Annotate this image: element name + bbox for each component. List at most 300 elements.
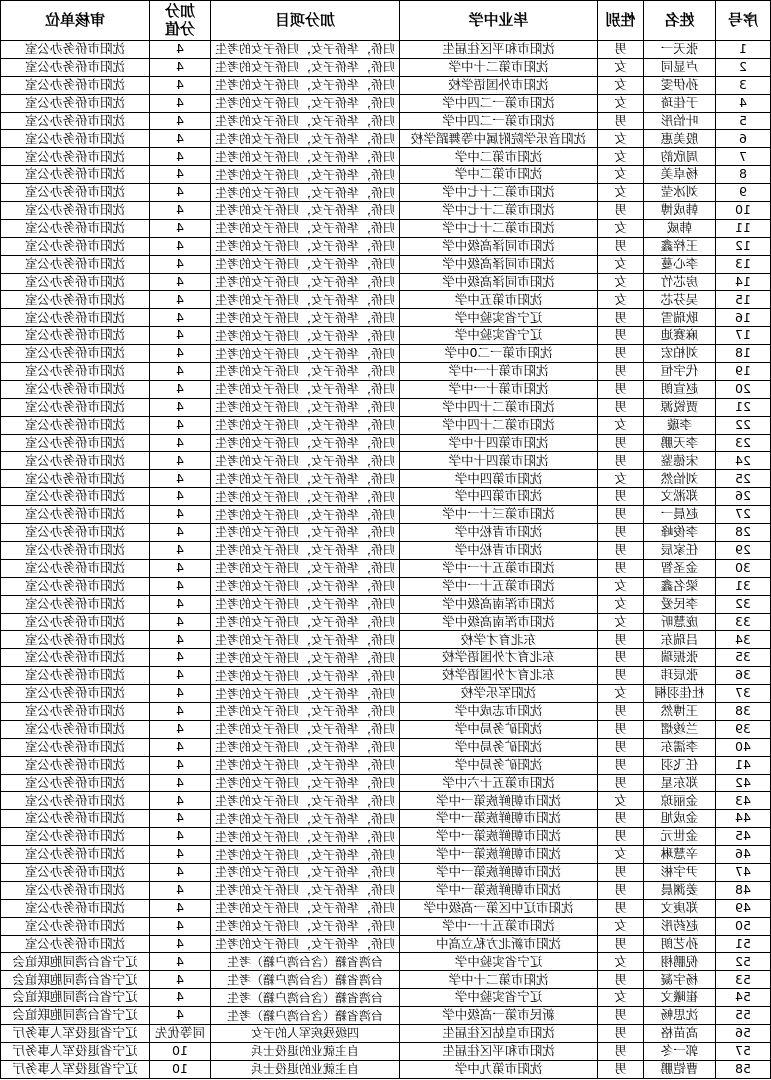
cell-bonus-value: 4	[149, 309, 210, 327]
cell-serial: 56	[715, 1025, 770, 1043]
cell-bonus-value: 4	[149, 721, 210, 739]
cell-reviewer: 沈阳市侨务办公室	[0, 810, 149, 828]
cell-gender: 男	[597, 649, 643, 667]
cell-gender: 男	[597, 739, 643, 757]
cell-school: 沈阳市第五中学	[399, 291, 597, 309]
cell-school: 沈阳市朝鲜族第一中学	[399, 810, 597, 828]
cell-gender: 男	[597, 202, 643, 220]
header-name: 姓名	[643, 1, 715, 41]
cell-serial: 23	[715, 435, 770, 453]
cell-reviewer: 辽宁省退役军人事务厅	[0, 1043, 149, 1061]
cell-serial: 12	[715, 238, 770, 256]
cell-bonus-value: 4	[149, 560, 210, 578]
cell-gender: 女	[597, 274, 643, 292]
cell-name: 赵晨一	[643, 506, 715, 524]
cell-name: 庞慧昕	[643, 614, 715, 632]
cell-serial: 54	[715, 989, 770, 1007]
cell-serial: 38	[715, 703, 770, 721]
cell-school: 沈阳市第四中学	[399, 470, 597, 488]
cell-name: 卢显同	[643, 59, 715, 77]
cell-bonus-value: 4	[149, 685, 210, 703]
cell-reviewer: 沈阳市侨务办公室	[0, 900, 149, 918]
cell-reviewer: 沈阳市侨务办公室	[0, 256, 149, 274]
cell-bonus-value: 4	[149, 918, 210, 936]
cell-reviewer: 辽宁省台湾同胞联谊会	[0, 989, 149, 1007]
cell-name: 李民爱	[643, 596, 715, 614]
cell-school: 东北育才外国语学校	[399, 667, 597, 685]
cell-name: 房芯竹	[643, 274, 715, 292]
cell-name: 崔曦文	[643, 989, 715, 1007]
cell-bonus-item: 归侨，华侨子女，归侨子女的考生	[210, 238, 399, 256]
cell-serial: 24	[715, 452, 770, 470]
cell-school: 沈阳市朝鲜族第一中学	[399, 792, 597, 810]
cell-serial: 57	[715, 1043, 770, 1061]
cell-reviewer: 沈阳市侨务办公室	[0, 578, 149, 596]
cell-serial: 37	[715, 685, 770, 703]
cell-bonus-value: 4	[149, 614, 210, 632]
cell-school: 沈阳市和平区往届生	[399, 1043, 597, 1061]
cell-school: 沈阳市第二十四中学	[399, 417, 597, 435]
cell-reviewer: 沈阳市侨务办公室	[0, 274, 149, 292]
cell-bonus-item: 归侨，华侨子女，归侨子女的考生	[210, 596, 399, 614]
cell-reviewer: 沈阳市侨务办公室	[0, 166, 149, 184]
cell-serial: 20	[715, 381, 770, 399]
cell-name: 赵药彤	[643, 918, 715, 936]
cell-bonus-value: 10	[149, 1043, 210, 1061]
cell-bonus-value: 4	[149, 41, 210, 59]
cell-gender: 男	[597, 775, 643, 793]
cell-reviewer: 沈阳市侨务办公室	[0, 291, 149, 309]
cell-bonus-value: 4	[149, 596, 210, 614]
cell-reviewer: 沈阳市侨务办公室	[0, 560, 149, 578]
cell-school: 辽宁省实验中学	[399, 309, 597, 327]
cell-school: 沈阳市志成中学	[399, 703, 597, 721]
cell-bonus-value: 4	[149, 757, 210, 775]
cell-gender: 男	[597, 864, 643, 882]
cell-school: 沈阳市第五十一中学	[399, 560, 597, 578]
cell-name: 吴芬芯	[643, 291, 715, 309]
cell-gender: 女	[597, 417, 643, 435]
cell-reviewer: 沈阳市侨务办公室	[0, 757, 149, 775]
cell-name: 辛慧琳	[643, 846, 715, 864]
cell-bonus-value: 4	[149, 846, 210, 864]
cell-name: 金世元	[643, 828, 715, 846]
cell-serial: 31	[715, 578, 770, 596]
cell-gender: 男	[597, 1061, 643, 1079]
cell-bonus-value: 4	[149, 864, 210, 882]
cell-name: 沈思畅	[643, 1007, 715, 1025]
cell-gender: 男	[597, 399, 643, 417]
cell-bonus-item: 归侨，华侨子女，归侨子女的考生	[210, 452, 399, 470]
cell-school: 东北育才外国语学校	[399, 649, 597, 667]
cell-serial: 21	[715, 399, 770, 417]
cell-gender: 女	[597, 77, 643, 95]
cell-school: 沈阳市外国语学校	[399, 77, 597, 95]
cell-serial: 34	[715, 631, 770, 649]
cell-bonus-item: 归侨，华侨子女，归侨子女的考生	[210, 810, 399, 828]
cell-reviewer: 沈阳市侨务办公室	[0, 614, 149, 632]
cell-school: 沈阳市第一二四中学	[399, 113, 597, 131]
cell-gender: 男	[597, 971, 643, 989]
cell-school: 辽宁省实验中学	[399, 953, 597, 971]
cell-bonus-value: 4	[149, 524, 210, 542]
cell-gender: 女	[597, 470, 643, 488]
cell-bonus-item: 归侨，华侨子女，归侨子女的考生	[210, 184, 399, 202]
cell-bonus-value: 4	[149, 95, 210, 113]
cell-reviewer: 沈阳市侨务办公室	[0, 452, 149, 470]
cell-gender: 女	[597, 685, 643, 703]
cell-gender: 女	[597, 184, 643, 202]
cell-bonus-item: 归侨，华侨子女，归侨子女的考生	[210, 703, 399, 721]
cell-gender: 女	[597, 220, 643, 238]
cell-serial: 46	[715, 846, 770, 864]
cell-school: 沈阳市第五十一中学	[399, 578, 597, 596]
cell-bonus-value: 4	[149, 274, 210, 292]
cell-bonus-value: 4	[149, 989, 210, 1007]
cell-bonus-item: 归侨，华侨子女，归侨子女的考生	[210, 578, 399, 596]
cell-reviewer: 沈阳市侨务办公室	[0, 596, 149, 614]
cell-reviewer: 沈阳市侨务办公室	[0, 703, 149, 721]
cell-name: 金圣智	[643, 560, 715, 578]
cell-school: 沈阳市新北方私立高中	[399, 936, 597, 954]
header-reviewer: 审核单位	[0, 1, 149, 41]
cell-serial: 5	[715, 113, 770, 131]
cell-serial: 51	[715, 936, 770, 954]
cell-serial: 1	[715, 41, 770, 59]
cell-name: 李俊峰	[643, 524, 715, 542]
cell-bonus-value: 4	[149, 631, 210, 649]
header-serial: 序号	[715, 1, 770, 41]
cell-reviewer: 辽宁省退役军人事务厅	[0, 1061, 149, 1079]
cell-bonus-value: 4	[149, 953, 210, 971]
cell-bonus-item: 归侨，华侨子女，归侨子女的考生	[210, 113, 399, 131]
cell-bonus-item: 归侨，华侨子女，归侨子女的考生	[210, 130, 399, 148]
cell-bonus-value: 4	[149, 345, 210, 363]
cell-school: 沈阳市第十一中学	[399, 381, 597, 399]
cell-reviewer: 沈阳市侨务办公室	[0, 488, 149, 506]
cell-bonus-value: 4	[149, 363, 210, 381]
cell-bonus-item: 归侨，华侨子女，归侨子女的考生	[210, 470, 399, 488]
cell-reviewer: 辽宁省台湾同胞联谊会	[0, 1007, 149, 1025]
cell-bonus-value: 4	[149, 452, 210, 470]
cell-reviewer: 沈阳市侨务办公室	[0, 148, 149, 166]
cell-school: 沈阳市和平区往届生	[399, 41, 597, 59]
cell-school: 沈阳市第三十一中学	[399, 506, 597, 524]
cell-bonus-item: 归侨，华侨子女，归侨子女的考生	[210, 614, 399, 632]
cell-bonus-value: 4	[149, 739, 210, 757]
cell-name: 贾锐源	[643, 399, 715, 417]
cell-bonus-item: 归侨，华侨子女，归侨子女的考生	[210, 363, 399, 381]
cell-gender: 男	[597, 506, 643, 524]
cell-bonus-item: 归侨，华侨子女，归侨子女的考生	[210, 77, 399, 95]
cell-bonus-item: 归侨，华侨子女，归侨子女的考生	[210, 524, 399, 542]
cell-name: 郑淞文	[643, 488, 715, 506]
cell-bonus-value: 4	[149, 810, 210, 828]
cell-gender: 女	[597, 578, 643, 596]
cell-bonus-value: 4	[149, 703, 210, 721]
cell-bonus-value: 同等优先	[149, 1025, 210, 1043]
cell-gender: 女	[597, 614, 643, 632]
cell-name: 张振瑞	[643, 649, 715, 667]
cell-bonus-item: 归侨，华侨子女，归侨子女的考生	[210, 900, 399, 918]
cell-school: 辽宁省实验中学	[399, 327, 597, 345]
cell-bonus-item: 归侨，华侨子女，归侨子女的考生	[210, 721, 399, 739]
cell-school: 沈阳市朝鲜族第一中学	[399, 882, 597, 900]
cell-school: 沈阳市第二十七中学	[399, 220, 597, 238]
cell-school: 沈阳市第二十中学	[399, 59, 597, 77]
cell-name: 张辰玮	[643, 667, 715, 685]
cell-gender: 女	[597, 166, 643, 184]
cell-reviewer: 沈阳市侨务办公室	[0, 846, 149, 864]
cell-bonus-value: 4	[149, 113, 210, 131]
cell-bonus-item: 归侨，华侨子女，归侨子女的考生	[210, 435, 399, 453]
cell-serial: 52	[715, 953, 770, 971]
cell-bonus-item: 归侨，华侨子女，归侨子女的考生	[210, 828, 399, 846]
cell-bonus-item: 归侨，华侨子女，归侨子女的考生	[210, 345, 399, 363]
cell-serial: 3	[715, 77, 770, 95]
cell-bonus-value: 4	[149, 488, 210, 506]
cell-serial: 8	[715, 166, 770, 184]
cell-school: 沈阳市第二中学	[399, 166, 597, 184]
cell-gender: 男	[597, 721, 643, 739]
cell-gender: 男	[597, 1007, 643, 1025]
cell-name: 任飞羽	[643, 757, 715, 775]
cell-bonus-item: 归侨，华侨子女，归侨子女的考生	[210, 309, 399, 327]
cell-gender: 女	[597, 256, 643, 274]
cell-name: 杨宇凝	[643, 971, 715, 989]
cell-bonus-item: 归侨，华侨子女，归侨子女的考生	[210, 291, 399, 309]
cell-bonus-value: 4	[149, 77, 210, 95]
cell-school: 沈阳市同泽高级中学	[399, 238, 597, 256]
cell-gender: 女	[597, 130, 643, 148]
cell-bonus-item: 归侨，华侨子女，归侨子女的考生	[210, 882, 399, 900]
cell-school: 沈阳市第一二0中学	[399, 345, 597, 363]
cell-bonus-item: 归侨，华侨子女，归侨子女的考生	[210, 417, 399, 435]
cell-gender: 女	[597, 846, 643, 864]
cell-serial: 49	[715, 900, 770, 918]
cell-school: 沈阳市朝鲜族第一中学	[399, 828, 597, 846]
cell-bonus-item: 归侨，华侨子女，归侨子女的考生	[210, 202, 399, 220]
cell-name: 金成旭	[643, 810, 715, 828]
cell-name: 殷美惠	[643, 130, 715, 148]
cell-school: 沈阳矿务局中学	[399, 721, 597, 739]
cell-name: 麻赛迪	[643, 327, 715, 345]
cell-bonus-value: 4	[149, 327, 210, 345]
cell-school: 沈阳市第九中学	[399, 1061, 597, 1079]
cell-bonus-value: 4	[149, 506, 210, 524]
cell-school: 沈阳市皇姑区往届生	[399, 1025, 597, 1043]
cell-reviewer: 沈阳市侨务办公室	[0, 828, 149, 846]
cell-reviewer: 沈阳市侨务办公室	[0, 685, 149, 703]
cell-serial: 30	[715, 560, 770, 578]
cell-bonus-value: 4	[149, 202, 210, 220]
cell-bonus-value: 4	[149, 936, 210, 954]
cell-gender: 男	[597, 757, 643, 775]
cell-name: 宋德鉴	[643, 452, 715, 470]
cell-name: 郑庚文	[643, 900, 715, 918]
cell-school: 沈阳市同泽高级中学	[399, 256, 597, 274]
cell-bonus-item: 归侨，华侨子女，归侨子女的考生	[210, 256, 399, 274]
cell-gender: 男	[597, 452, 643, 470]
cell-school: 东北育才学校	[399, 631, 597, 649]
cell-name: 代宇恒	[643, 363, 715, 381]
cell-bonus-item: 四级残疾军人的子女	[210, 1025, 399, 1043]
cell-name: 郑东星	[643, 775, 715, 793]
cell-gender: 男	[597, 631, 643, 649]
cell-name: 刘冰莹	[643, 184, 715, 202]
cell-bonus-value: 4	[149, 470, 210, 488]
cell-bonus-item: 归侨，华侨子女，归侨子女的考生	[210, 757, 399, 775]
cell-bonus-item: 归侨，华侨子女，归侨子女的考生	[210, 792, 399, 810]
cell-bonus-item: 台湾省籍（含台湾户籍）考生	[210, 953, 399, 971]
cell-reviewer: 沈阳市侨务办公室	[0, 327, 149, 345]
cell-bonus-item: 归侨，华侨子女，归侨子女的考生	[210, 775, 399, 793]
cell-name: 李璇	[643, 417, 715, 435]
cell-gender: 男	[597, 828, 643, 846]
cell-reviewer: 沈阳市侨务办公室	[0, 381, 149, 399]
cell-name: 高苗格	[643, 1025, 715, 1043]
cell-school: 沈阳市朝鲜族第一中学	[399, 864, 597, 882]
cell-gender: 男	[597, 900, 643, 918]
cell-bonus-value: 4	[149, 166, 210, 184]
cell-name: 倪鹏栩	[643, 953, 715, 971]
cell-school: 沈阳市朝鲜族第一中学	[399, 846, 597, 864]
cell-bonus-value: 4	[149, 220, 210, 238]
cell-gender: 女	[597, 59, 643, 77]
header-school: 毕业中学	[399, 1, 597, 41]
cell-serial: 18	[715, 345, 770, 363]
cell-reviewer: 沈阳市侨务办公室	[0, 506, 149, 524]
cell-bonus-value: 4	[149, 417, 210, 435]
cell-bonus-value: 4	[149, 882, 210, 900]
cell-bonus-item: 归侨，华侨子女，归侨子女的考生	[210, 274, 399, 292]
cell-bonus-item: 台湾省籍（含台湾户籍）考生	[210, 1007, 399, 1025]
cell-school: 沈阳市青松中学	[399, 542, 597, 560]
cell-reviewer: 沈阳市侨务办公室	[0, 721, 149, 739]
cell-name: 耿瑞雪	[643, 309, 715, 327]
cell-reviewer: 沈阳市侨务办公室	[0, 184, 149, 202]
cell-bonus-item: 归侨，华侨子女，归侨子女的考生	[210, 542, 399, 560]
cell-name: 王梓鑫	[643, 238, 715, 256]
cell-reviewer: 沈阳市侨务办公室	[0, 363, 149, 381]
cell-serial: 16	[715, 309, 770, 327]
cell-serial: 17	[715, 327, 770, 345]
cell-bonus-item: 归侨，华侨子女，归侨子女的考生	[210, 166, 399, 184]
cell-serial: 40	[715, 739, 770, 757]
cell-bonus-value: 4	[149, 238, 210, 256]
header-gender: 性别	[597, 1, 643, 41]
cell-bonus-value: 4	[149, 542, 210, 560]
cell-bonus-item: 归侨，华侨子女，归侨子女的考生	[210, 685, 399, 703]
cell-gender: 男	[597, 1025, 643, 1043]
cell-reviewer: 沈阳市侨务办公室	[0, 542, 149, 560]
cell-school: 沈阳市第二十四中学	[399, 399, 597, 417]
cell-school: 沈阳市同泽高级中学	[399, 274, 597, 292]
cell-reviewer: 沈阳市侨务办公室	[0, 113, 149, 131]
cell-name: 任家辰	[643, 542, 715, 560]
cell-bonus-value: 4	[149, 399, 210, 417]
cell-bonus-item: 归侨，华侨子女，归侨子女的考生	[210, 327, 399, 345]
cell-reviewer: 沈阳市侨务办公室	[0, 775, 149, 793]
cell-school: 沈阳音乐学院附属中等舞蹈学校	[399, 130, 597, 148]
cell-school: 沈阳市浑南高级中学	[399, 596, 597, 614]
cell-name: 李天鹏	[643, 435, 715, 453]
cell-reviewer: 沈阳市侨务办公室	[0, 41, 149, 59]
header-bonus-value	[149, 1, 210, 41]
cell-bonus-value: 4	[149, 381, 210, 399]
cell-serial: 26	[715, 488, 770, 506]
cell-serial: 35	[715, 649, 770, 667]
cell-serial: 9	[715, 184, 770, 202]
cell-name: 郭一冬	[643, 1043, 715, 1061]
cell-serial: 50	[715, 918, 770, 936]
cell-gender: 女	[597, 953, 643, 971]
cell-bonus-value: 4	[149, 184, 210, 202]
cell-serial: 2	[715, 59, 770, 77]
cell-bonus-value: 4	[149, 291, 210, 309]
cell-name: 金丽琼	[643, 792, 715, 810]
cell-school: 沈阳市第二十七中学	[399, 184, 597, 202]
cell-name: 尹宇彬	[643, 864, 715, 882]
cell-school: 沈阳矿务局中学	[399, 757, 597, 775]
cell-gender: 男	[597, 703, 643, 721]
cell-bonus-value: 4	[149, 578, 210, 596]
cell-bonus-item: 归侨，华侨子女，归侨子女的考生	[210, 506, 399, 524]
cell-bonus-item: 归侨，华侨子女，归侨子女的考生	[210, 631, 399, 649]
cell-name: 梁名鑫	[643, 578, 715, 596]
cell-name: 姜渊晨	[643, 882, 715, 900]
cell-serial: 22	[715, 417, 770, 435]
cell-serial: 7	[715, 148, 770, 166]
cell-serial: 14	[715, 274, 770, 292]
cell-reviewer: 沈阳市侨务办公室	[0, 667, 149, 685]
cell-serial: 45	[715, 828, 770, 846]
cell-reviewer: 沈阳市侨务办公室	[0, 309, 149, 327]
cell-bonus-item: 归侨，华侨子女，归侨子女的考生	[210, 95, 399, 113]
cell-name: 赵宣朗	[643, 381, 715, 399]
cell-name: 刘柏宏	[643, 345, 715, 363]
cell-serial: 10	[715, 202, 770, 220]
cell-gender: 男	[597, 810, 643, 828]
cell-gender: 女	[597, 918, 643, 936]
cell-bonus-item: 归侨，华侨子女，归侨子女的考生	[210, 59, 399, 77]
cell-gender: 女	[597, 792, 643, 810]
cell-name: 韩成博	[643, 202, 715, 220]
cell-name: 张天一	[643, 41, 715, 59]
cell-serial: 41	[715, 757, 770, 775]
cell-school: 沈阳市辽中区第一高级中学	[399, 900, 597, 918]
cell-serial: 28	[715, 524, 770, 542]
cell-bonus-item: 归侨，华侨子女，归侨子女的考生	[210, 560, 399, 578]
cell-name: 于佳琦	[643, 95, 715, 113]
cell-bonus-value: 4	[149, 59, 210, 77]
cell-serial: 32	[715, 596, 770, 614]
cell-reviewer: 沈阳市侨务办公室	[0, 649, 149, 667]
cell-serial: 25	[715, 470, 770, 488]
header-bonus-item: 加分项目	[210, 1, 399, 41]
cell-serial: 58	[715, 1061, 770, 1079]
cell-name: 孙艺朗	[643, 936, 715, 954]
cell-serial: 13	[715, 256, 770, 274]
cell-gender: 女	[597, 596, 643, 614]
cell-serial: 4	[715, 95, 770, 113]
cell-gender: 男	[597, 309, 643, 327]
cell-gender: 女	[597, 95, 643, 113]
cell-serial: 53	[715, 971, 770, 989]
cell-reviewer: 沈阳市侨务办公室	[0, 864, 149, 882]
cell-gender: 女	[597, 291, 643, 309]
cell-reviewer: 沈阳市侨务办公室	[0, 238, 149, 256]
